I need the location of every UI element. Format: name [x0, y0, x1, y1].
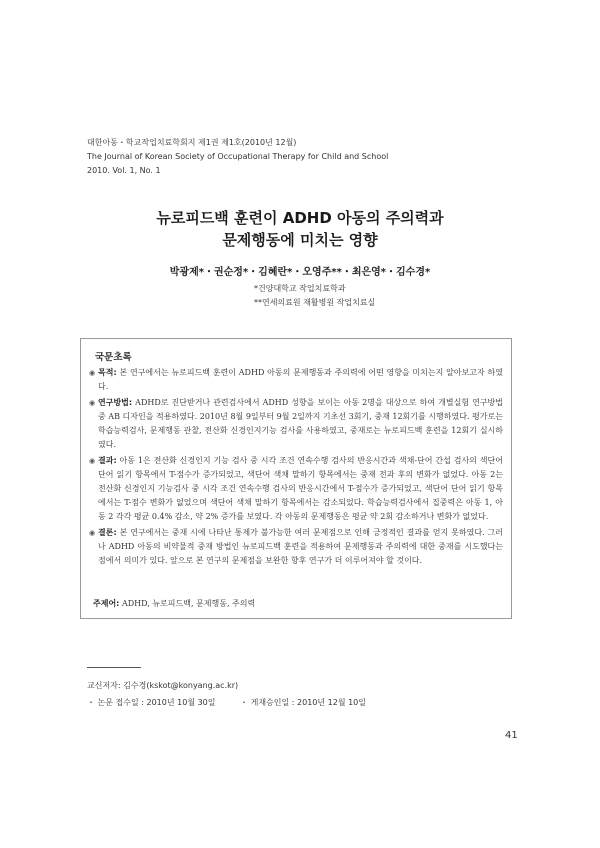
- submission-dates: [87, 697, 388, 708]
- bullet-icon: ◉: [89, 369, 96, 377]
- paper-title: [0, 207, 600, 251]
- corresponding-author: 교신저자: 김수경(kskot@konyang.ac.kr): [87, 681, 239, 690]
- abstract-item-results: [89, 454, 503, 524]
- abstract-item-purpose: [89, 366, 503, 394]
- abstract-item-label: 결론:: [98, 528, 117, 537]
- abstract-items: [89, 366, 503, 570]
- abstract-item-methods: [89, 396, 503, 452]
- page-number: 41: [505, 730, 518, 741]
- abstract-item-label: 연구방법:: [98, 398, 133, 407]
- abstract-item-text: ADHD로 진단받거나 관련검사에서 ADHD 성향을 보이는 아동 2명을 대상으로 하여 개별실험 연구방법 중 AB 디자인을 적용하였다. 2010년 8월 9일부터 9월 2일까지 기초선 3회기, 중재 12회기를 시행하였다. 평가로는 학습능력검사, 문제행동 관찰, 전산화 신경인지기능 검사를 사용하였고, 중재로는 뉴로피드백 훈련을 12회기 실시하였다.: [98, 398, 504, 449]
- affiliation-2: **연세의료원 재활병원 작업치료실: [254, 298, 376, 307]
- footnote-divider: [87, 667, 141, 668]
- keywords: [93, 598, 255, 609]
- abstract-item-label: 목적:: [98, 368, 117, 377]
- bullet-icon: ◉: [89, 529, 96, 537]
- affiliations: [254, 282, 375, 310]
- paper-title-line2: 문제행동에 미치는 영향: [222, 231, 378, 249]
- received-date: ・ 논문 접수일 : 2010년 10월 30일: [87, 698, 216, 707]
- abstract-heading: 국문초록: [95, 352, 132, 363]
- keywords-text: ADHD, 뉴로피드백, 문제행동, 주의력: [121, 599, 256, 608]
- keywords-label: 주제어:: [93, 599, 120, 608]
- author-list: 박광제*・권순정*・김혜란*・오영주**・최은영*・김수경*: [169, 267, 431, 278]
- journal-volume: 2010. Vol. 1, No. 1: [87, 166, 161, 175]
- journal-name-korean: 대한아동・학교작업치료학회지 제1권 제1호(2010년 12월): [87, 138, 297, 147]
- affiliation-1: *건양대학교 작업치료학과: [254, 284, 346, 293]
- abstract-item-text: 본 연구에서는 중재 시에 나타난 통제가 불가능한 여러 문제점으로 인해 긍정적인 결과를 얻지 못하였다. 그러나 ADHD 아동의 비약물적 중재 방법인 뉴로피드백 훈련을 적용하여 문제행동과 주의력에 대한 중재를 시도했다는 점에서 의미가 있다. 앞으로 본 연구의 문제점을 보완한 향후 연구가 더 이루어져야 할 것이다.: [98, 528, 503, 565]
- abstract-item-text: 본 연구에서는 뉴로피드백 훈련이 ADHD 아동의 문제행동과 주의력에 어떤 영향을 미치는지 알아보고자 하였다.: [98, 368, 504, 391]
- paper-title-line1: 뉴로피드백 훈련이 ADHD 아동의 주의력과: [156, 209, 444, 227]
- accepted-date: ・ 게재승인일 : 2010년 12월 10일: [240, 698, 366, 707]
- abstract-item-conclusion: [89, 526, 503, 568]
- bullet-icon: ◉: [89, 399, 96, 407]
- bullet-icon: ◉: [89, 457, 96, 465]
- abstract-box: [80, 338, 512, 619]
- abstract-item-text: 아동 1은 전산화 신경인지 기능 검사 중 시각 조건 연속수행 검사의 반응시간과 색채-단어 간섭 검사의 색단어 단어 읽기 항목에서 T-점수가 증가되었고, 색단어 색채 말하기 항목에서는 중재 전과 후의 변화가 없었다. 아동 2는 전산화 신경인지 기능검사 중 시각 조건 연속수행 검사의 반응시간에서 T-점수가 증가되었고, 색단어 단어 읽기 항목에서는 T-점수 변화가 없었으며 색단어 색채 말하기 항목에서는 감소되었다. 학습능력검사에서 집중력은 아동 1, 아동 2 각각 평균 0.4% 감소, 약 2% 증가를 보였다. 각 아동의 문제행동은 평균 약 2회 감소하거나 변화가 없었다.: [98, 456, 503, 521]
- abstract-item-label: 결과:: [98, 456, 117, 465]
- journal-header: [87, 136, 388, 178]
- journal-name-english: The Journal of Korean Society of Occupational Therapy for Child and School: [87, 152, 389, 161]
